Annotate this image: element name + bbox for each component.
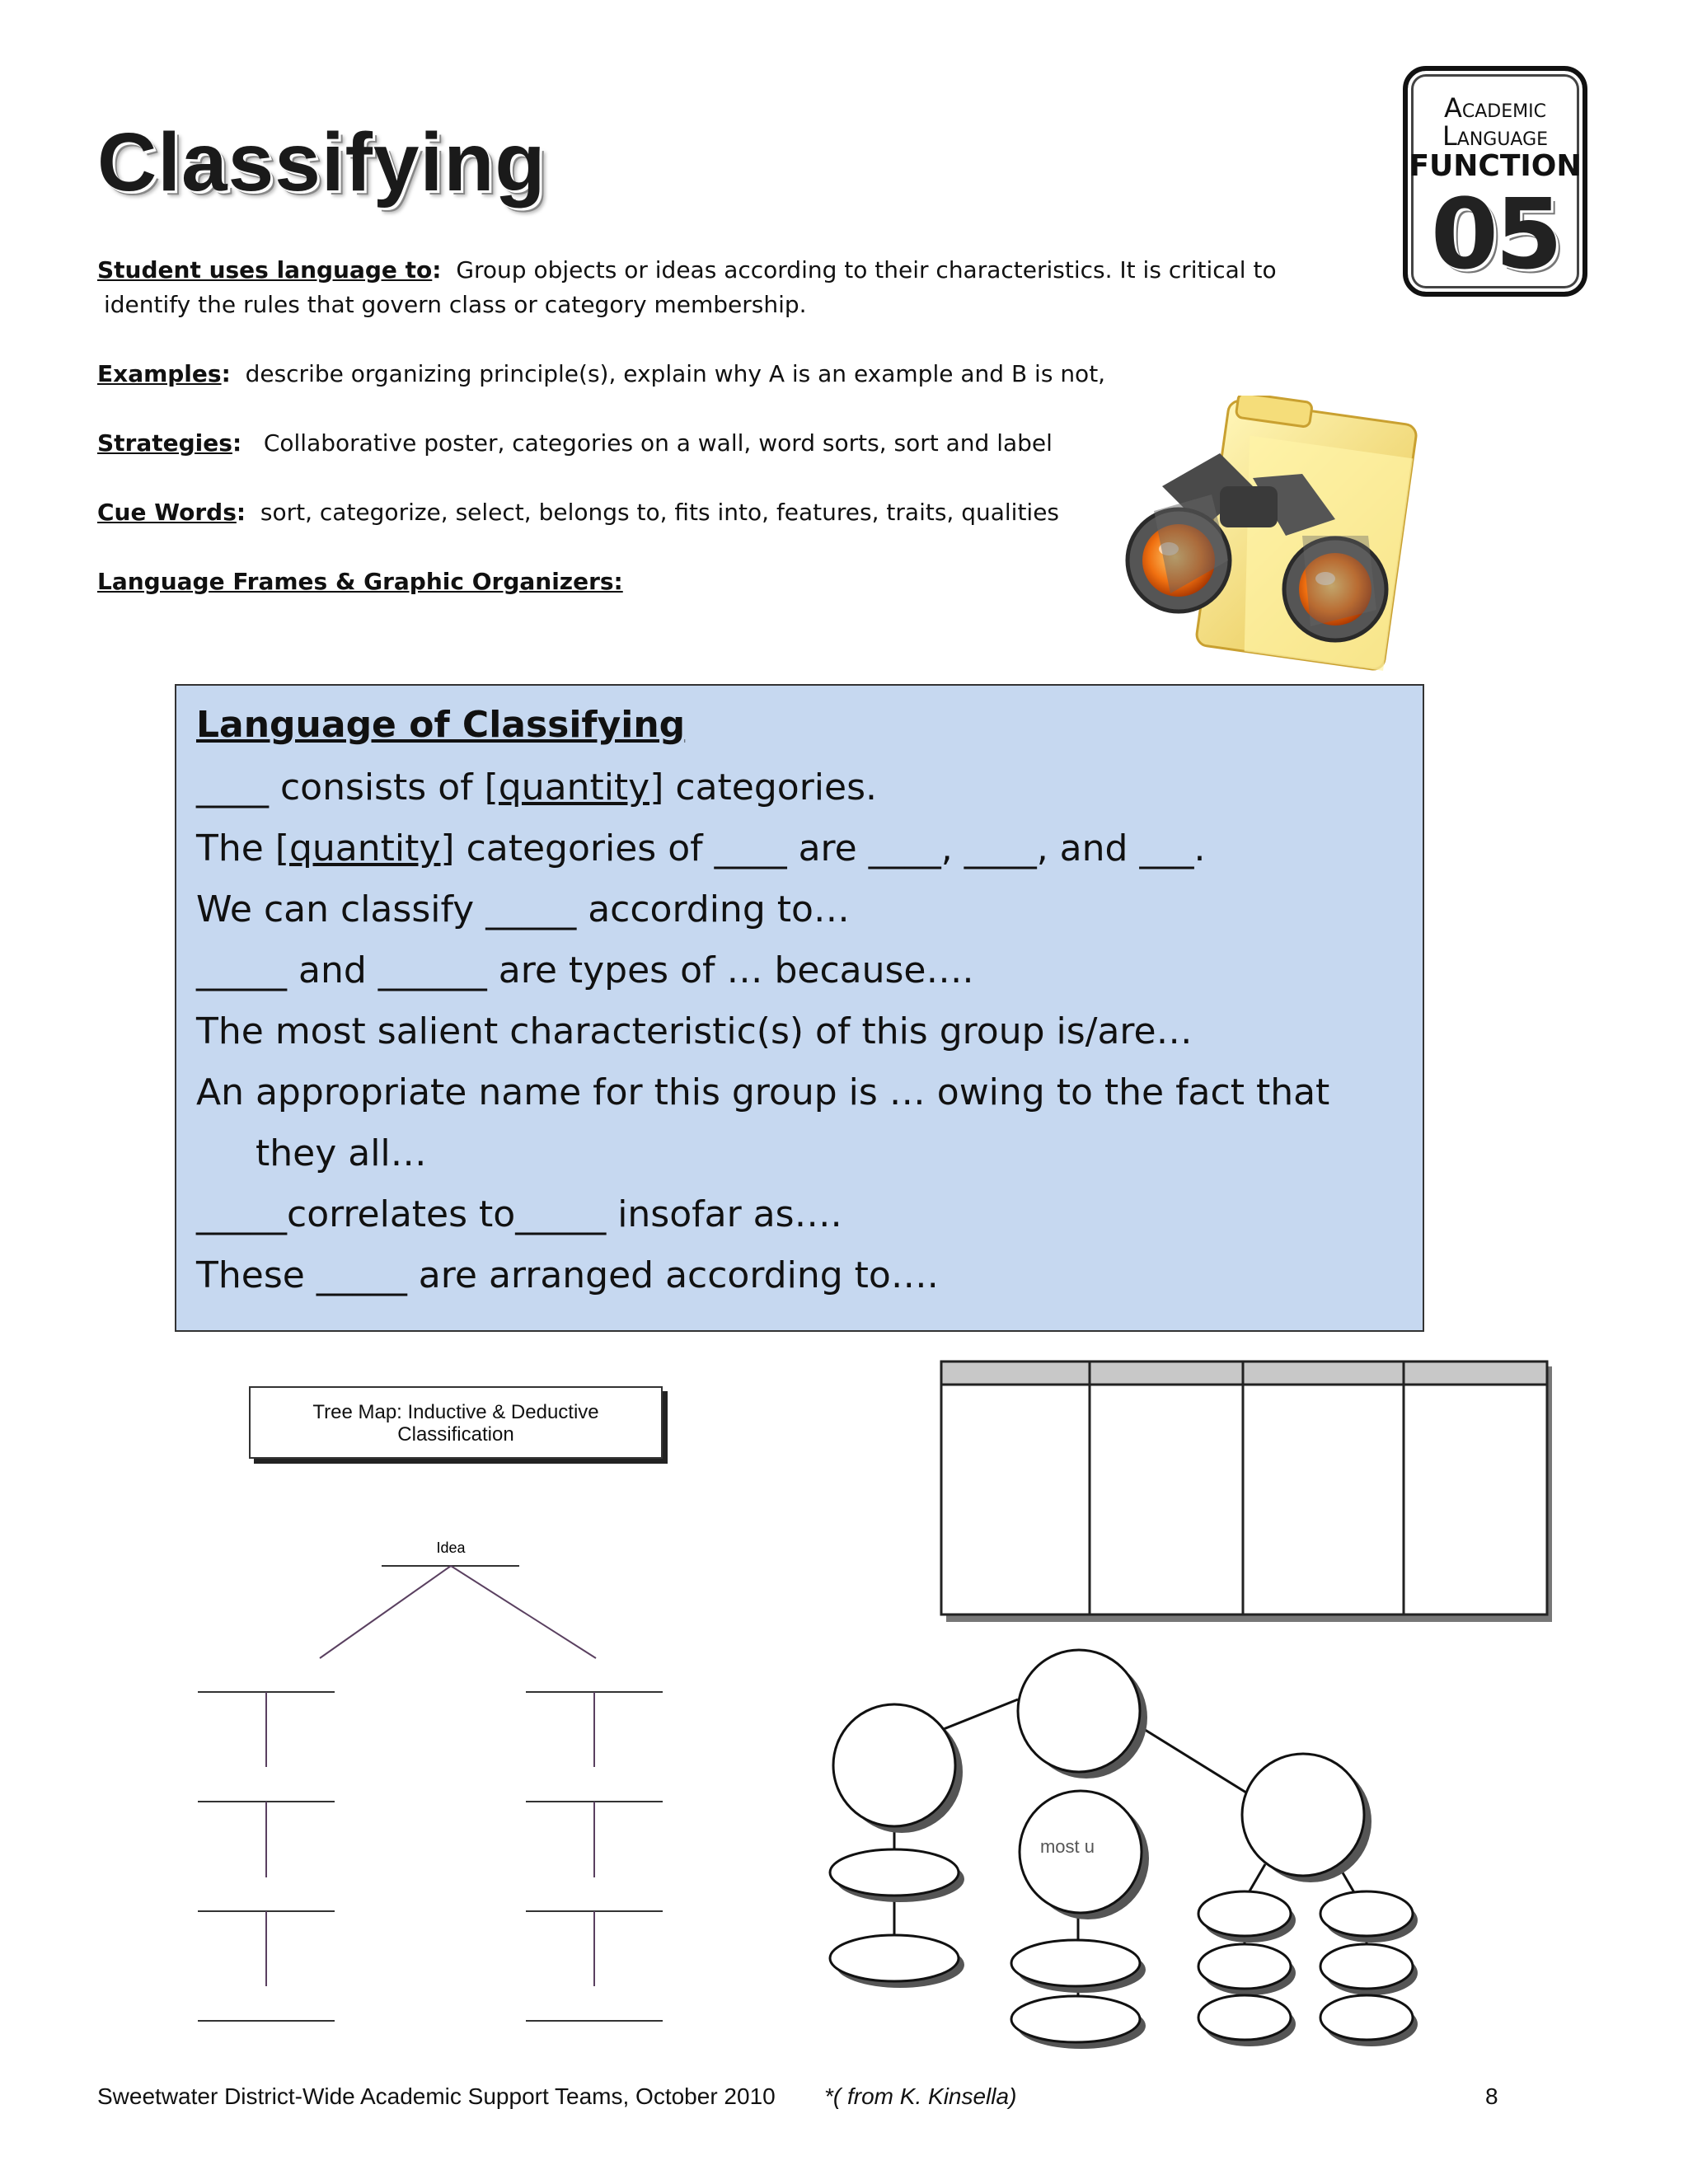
student-uses-line2: identify the rules that govern class or category membership.: [104, 291, 807, 318]
student-uses-line: Student uses language to: Group objects or ideas according to their characteristics. It is critical to: [97, 256, 1277, 284]
strategies-text: Collaborative poster, categories on a wall, word sorts, sort and label: [263, 429, 1053, 457]
language-of-classifying-box: [175, 684, 1424, 1332]
footer-credit: *( from K. Kinsella): [824, 2083, 1017, 2109]
tree-map-label-line2: Classification: [397, 1423, 514, 1446]
student-uses-text: Group objects or ideas according to their characteristics. It is critical to: [456, 256, 1277, 284]
cue-words-label: Cue Words: [97, 499, 237, 526]
badge-line-language: Language: [1442, 120, 1549, 152]
cue-words-text: sort, categorize, select, belongs to, fits into, features, traits, qualities: [260, 499, 1060, 526]
badge-line-academic: Academic: [1444, 92, 1546, 124]
student-uses-label: Student uses language to: [97, 256, 433, 284]
badge-line-function: FUNCTION: [1409, 149, 1582, 183]
language-box-title: Language of Classifying: [196, 704, 686, 746]
category-table: [938, 1358, 1556, 1622]
examples-label: Examples: [97, 360, 222, 387]
page-title: Classifying: [97, 116, 546, 209]
tree-map-label-line1: Tree Map: Inductive & Deductive: [312, 1401, 599, 1423]
page-number: 8: [1485, 2083, 1498, 2109]
cue-words-line: Cue Words: sort, categorize, select, belongs to, fits into, features, traits, qualities: [97, 499, 1060, 526]
function-badge: [1403, 66, 1587, 297]
frame-line-8: _____correlates to_____ insofar as….: [196, 1193, 842, 1235]
tree-map-diagram: [181, 1533, 676, 2027]
bubble-partial-text: most u: [1039, 1836, 1095, 1857]
strategies-line: Strategies: Collaborative poster, categories on a wall, word sorts, sort and label: [97, 429, 1053, 457]
strategies-label: Strategies: [97, 429, 232, 457]
bubble-hierarchy-diagram: [816, 1648, 1442, 2060]
frame-line-9: These _____ are arranged according to….: [196, 1254, 939, 1296]
frame-line-2: The [quantity] categories of ____ are ____, ____, and ___.: [196, 827, 1206, 869]
tree-map-root: Idea: [436, 1540, 466, 1556]
frame-line-7: they all…: [256, 1132, 427, 1174]
frame-line-6: An appropriate name for this group is … owing to the fact that: [196, 1071, 1330, 1113]
examples-line: Examples: describe organizing principle(s), explain why A is an example and B is not,: [97, 360, 1106, 387]
footer-source: Sweetwater District-Wide Academic Support Teams, October 2010: [97, 2083, 776, 2109]
frame-line-4: _____ and ______ are types of … because….: [196, 949, 974, 991]
tree-map-label: [249, 1386, 663, 1459]
frames-heading-text: Language Frames & Graphic Organizers:: [97, 568, 623, 595]
badge-number: 05: [1430, 177, 1560, 291]
frame-line-1: ____ consists of [quantity] categories.: [196, 766, 877, 808]
binoculars-folder-icon: [1096, 396, 1442, 692]
frame-line-5: The most salient characteristic(s) of this group is/are…: [196, 1010, 1193, 1052]
examples-text: describe organizing principle(s), explain why A is an example and B is not,: [245, 360, 1106, 387]
frames-heading: [97, 565, 623, 598]
frame-line-3: We can classify _____ according to…: [196, 888, 850, 930]
